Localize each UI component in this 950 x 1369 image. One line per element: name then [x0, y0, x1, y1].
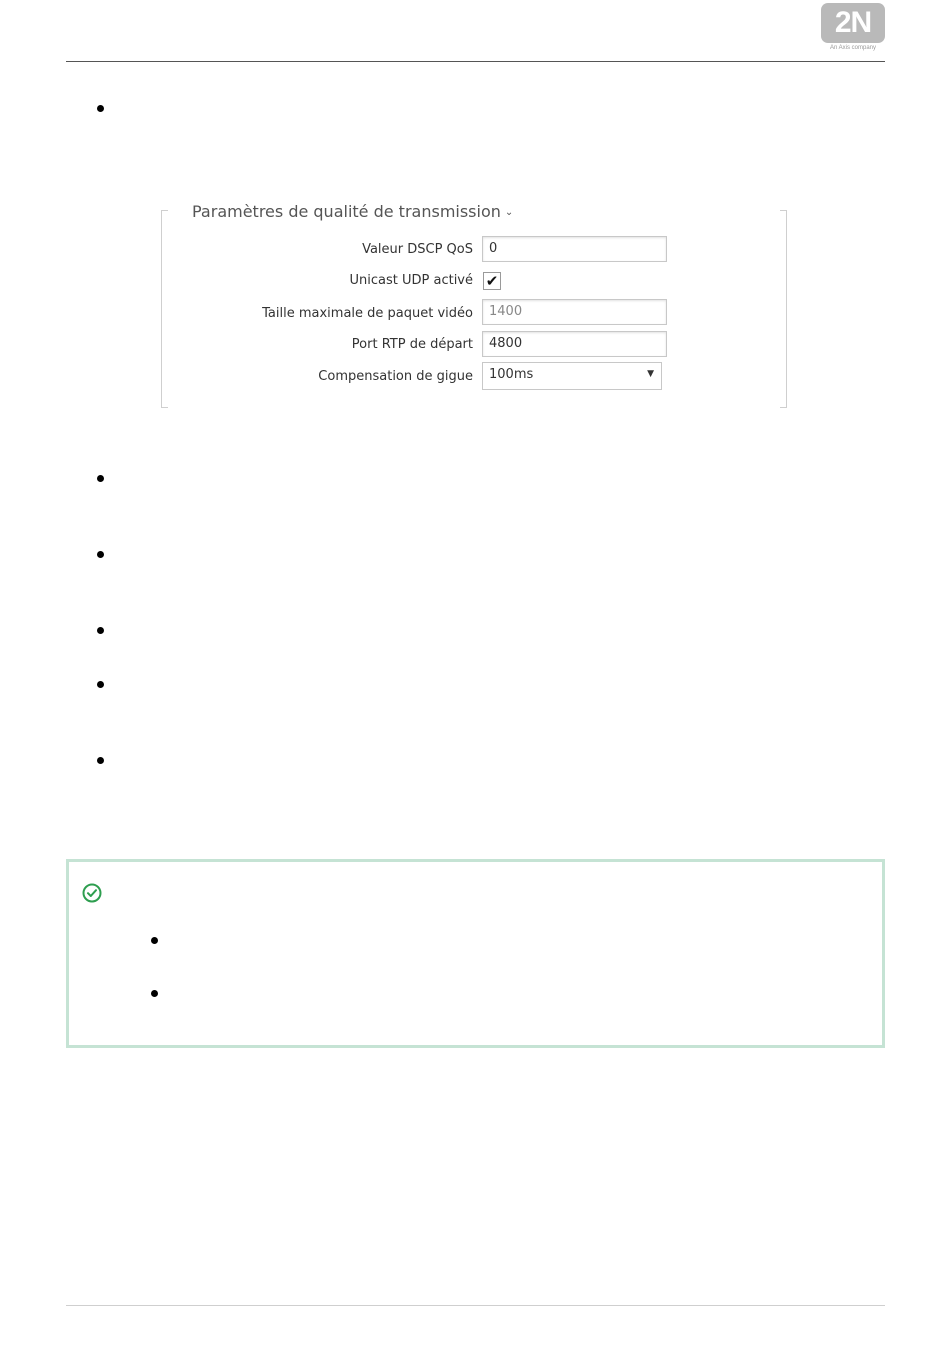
dscp-input[interactable]: 0: [482, 236, 667, 262]
header-divider: [66, 61, 885, 62]
panel-header-toggle[interactable]: [192, 202, 513, 221]
panel-bracket-right: [780, 210, 787, 408]
footer-divider: [66, 1305, 885, 1306]
packet-size-label: Taille maximale de paquet vidéo: [262, 306, 473, 321]
bullet-marker: [151, 990, 158, 997]
unicast-checkbox[interactable]: [483, 272, 501, 290]
dropdown-arrow-icon: ▼: [647, 369, 654, 379]
bullet-marker: [97, 475, 104, 482]
rtp-port-label: Port RTP de départ: [351, 337, 473, 352]
chevron-down-icon: ⌄: [504, 207, 514, 218]
rtp-port-input[interactable]: 4800: [482, 331, 667, 357]
brand-logo: 2N: [821, 3, 885, 43]
bullet-marker: [97, 105, 104, 112]
unicast-label: Unicast UDP activé: [349, 273, 473, 288]
brand-tagline: An Axis company: [829, 45, 877, 51]
dscp-label: Valeur DSCP QoS: [362, 242, 473, 257]
panel-title: Paramètres de qualité de transmission: [192, 202, 501, 221]
bullet-marker: [97, 627, 104, 634]
jitter-select-value: 100ms: [489, 367, 534, 382]
panel-bracket-left: [161, 210, 168, 408]
bullet-marker: [97, 757, 104, 764]
bullet-marker: [97, 551, 104, 558]
bullet-marker: [151, 937, 158, 944]
jitter-select[interactable]: [482, 362, 662, 390]
check-circle-icon: [82, 883, 102, 903]
packet-size-input[interactable]: 1400: [482, 299, 667, 325]
bullet-marker: [97, 681, 104, 688]
checkmark-icon: ✔: [485, 272, 499, 290]
jitter-label: Compensation de gigue: [318, 369, 473, 384]
tip-box: [66, 859, 885, 1048]
